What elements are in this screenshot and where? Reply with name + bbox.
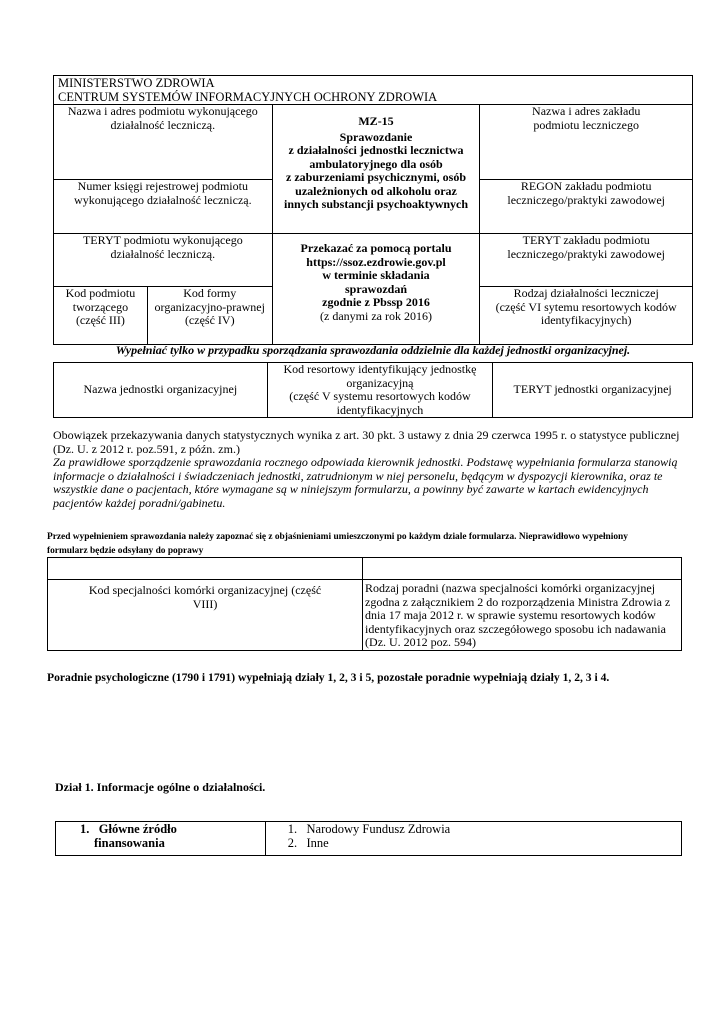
option-other-label: Inne bbox=[306, 836, 329, 850]
form-title-4: z zaburzeniami psychicznymi, osób bbox=[286, 170, 467, 184]
option-other[interactable] bbox=[288, 836, 679, 850]
specialty-type-2: zgodna z załącznikiem 2 do rozporządzenia Ministra Zdrowia z bbox=[365, 594, 671, 609]
header-table bbox=[53, 75, 693, 345]
specialty-code-cell bbox=[48, 580, 363, 651]
fill-note: Wypełniać tylko w przypadku sporządzania sprawozdania oddzielnie dla każdej jednostki organizacyjnej. bbox=[115, 343, 631, 357]
specialty-code-label-1: Kod specjalności komórki organizacyjnej (część bbox=[88, 583, 322, 597]
regon-cell bbox=[480, 180, 693, 234]
form-title-1: Sprawozdanie bbox=[339, 129, 413, 144]
section1-table bbox=[55, 821, 682, 856]
specialty-type-3: dnia 17 maja 2012 r. w sprawie systemu resortowych kodów bbox=[365, 608, 656, 622]
option-nfz[interactable] bbox=[288, 822, 679, 836]
financing-label-cell bbox=[56, 822, 266, 856]
financing-label-1 bbox=[80, 822, 263, 836]
form-code: MZ-15 bbox=[358, 114, 394, 128]
obligation-text bbox=[53, 429, 693, 510]
entity-name-label: Nazwa i adres podmiotu wykonującego bbox=[67, 104, 258, 118]
financing-options-cell bbox=[265, 822, 681, 856]
form-title-5: uzależnionych od alkoholu oraz bbox=[295, 183, 457, 198]
registry-cell bbox=[54, 180, 273, 234]
submit-line-5: zgodnie z Pbssp 2016 bbox=[322, 295, 430, 309]
form-title-cell bbox=[272, 105, 480, 234]
org-unit-code-cell bbox=[267, 363, 493, 418]
teryt-entity-label-2: działalność leczniczą. bbox=[110, 246, 216, 261]
teryt-facility-label: TERYT zakładu podmiotu bbox=[522, 233, 650, 247]
specialty-code-label-2: VIII) bbox=[192, 596, 218, 611]
option-other-num: 2. bbox=[287, 836, 298, 850]
registry-label-2: wykonującego działalność leczniczą. bbox=[74, 192, 252, 207]
obligation-italic-2: informacje o działalności i świadczeniach jednostki, zatrudnionym w niej personelu, będącym w dyspozycji kierownika, oraz te bbox=[53, 468, 663, 483]
facility-name-label-2: podmiotu leczniczego bbox=[533, 117, 640, 132]
facility-name-label: Nazwa i adres zakładu bbox=[532, 104, 641, 118]
financing-label-2: finansowania bbox=[94, 836, 165, 850]
entity-name-cell bbox=[54, 105, 273, 180]
specialty-type-cell bbox=[363, 580, 682, 651]
org-unit-name-cell: Nazwa jednostki organizacyjnej bbox=[54, 363, 268, 418]
founder-label-1: Kod podmiotu bbox=[65, 286, 136, 300]
facility-name-cell bbox=[480, 105, 693, 180]
regon-label: REGON zakładu podmiotu bbox=[520, 179, 652, 193]
clinics-note: Poradnie psychologiczne (1790 i 1791) wypełniają działy 1, 2, 3 i 5, pozostałe poradnie wypełniają działy 1, 2, 3 i 4. bbox=[47, 671, 610, 684]
form-title-6: innych substancji psychoaktywnych bbox=[283, 197, 469, 211]
org-unit-teryt-cell: TERYT jednostki organizacyjnej bbox=[493, 363, 693, 418]
teryt-facility-label-2: leczniczego/praktyki zawodowej bbox=[507, 246, 665, 261]
org-form-label-2: organizacyjno-prawnej bbox=[154, 299, 265, 314]
teryt-facility-cell bbox=[480, 234, 693, 287]
org-unit-code-1: Kod resortowy identyfikujący jednostkę bbox=[283, 362, 477, 376]
obligation-line-1: Obowiązek przekazywania danych statystycznych wynika z art. 30 pkt. 3 ustawy z dnia 29 czerwca 1995 r. o statystyce publicznej bbox=[53, 428, 680, 442]
regon-label-2: leczniczego/praktyki zawodowej bbox=[507, 192, 665, 207]
form-title-2: z działalności jednostki lecznictwa bbox=[288, 143, 464, 157]
entity-name-label-2: działalność leczniczą. bbox=[110, 117, 216, 132]
founder-cell bbox=[54, 287, 148, 345]
obligation-italic-1: Za prawidłowe sporządzenie sprawozdania rocznego odpowiada kierownik jednostki. Podstawę wypełniania formularza stanowią bbox=[53, 455, 678, 469]
org-form-cell bbox=[147, 287, 272, 345]
org-unit-code-4: identyfikacyjnych bbox=[336, 402, 424, 417]
registry-label: Numer księgi rejestrowej podmiotu bbox=[77, 179, 248, 193]
obligation-italic-4: pacjentów każdej poradni/gabinetu. bbox=[53, 495, 226, 510]
submit-cell bbox=[272, 234, 480, 345]
teryt-entity-cell bbox=[54, 234, 273, 287]
founder-label-2: tworzącego bbox=[72, 299, 129, 314]
founder-label-3: (część III) bbox=[75, 313, 125, 327]
activity-cell bbox=[480, 287, 693, 345]
activity-label-2: (część VI sytemu resortowych kodów bbox=[495, 299, 677, 314]
submit-line-3: w terminie składania bbox=[322, 268, 430, 282]
org-form-label-3: (część IV) bbox=[184, 313, 235, 327]
activity-label-1: Rodzaj działalności leczniczej bbox=[513, 286, 659, 300]
financing-label-text: Główne źródło bbox=[98, 822, 177, 836]
submit-line-1: Przekazać za pomocą portalu bbox=[300, 241, 452, 255]
obligation-line-2: (Dz. U. z 2012 r. poz.591, z późn. zm.) bbox=[53, 441, 240, 456]
specialty-type-4: identyfikacyjnych oraz szczegółowego sposobu ich nadawania bbox=[365, 621, 666, 636]
option-nfz-label: Narodowy Fundusz Zdrowia bbox=[306, 822, 451, 836]
ministry-header bbox=[54, 76, 693, 105]
specialty-type-1: Rodzaj poradni (nazwa specjalności komórki organizacyjnej bbox=[365, 581, 656, 595]
submit-note: (z danymi za rok 2016) bbox=[320, 308, 432, 323]
teryt-entity-label: TERYT podmiotu wykonującego bbox=[82, 233, 243, 247]
warning-text bbox=[47, 530, 687, 558]
org-unit-code-2: organizacyjną bbox=[346, 375, 414, 390]
option-nfz-num: 1. bbox=[287, 822, 298, 836]
specialty-code-value[interactable] bbox=[48, 558, 363, 580]
obligation-italic-3: wszystkie dane o pacjentach, które wymagane są w niniejszym formularzu, a powinny być zawarte w kartach ewidencyjnych bbox=[53, 482, 649, 496]
section1-title: Dział 1. Informacje ogólne o działalności. bbox=[55, 780, 266, 794]
activity-label-3: identyfikacyjnych) bbox=[540, 313, 632, 327]
org-form-label-1: Kod formy bbox=[183, 286, 237, 300]
center-name: CENTRUM SYSTEMÓW INFORMACYJNYCH OCHRONY ZDROWIA bbox=[58, 90, 438, 104]
specialty-type-value[interactable] bbox=[363, 558, 682, 580]
form-title-3: ambulatoryjnego dla osób bbox=[309, 156, 443, 171]
warning-line-2: formularz będzie odsyłany do poprawy bbox=[47, 546, 204, 556]
org-unit-code-3: (część V systemu resortowych kodów bbox=[289, 389, 471, 403]
item-number: 1. bbox=[80, 822, 90, 836]
specialty-type-5: (Dz. U. 2012 poz. 594) bbox=[365, 635, 477, 649]
submit-line-2: https://ssoz.ezdrowie.gov.pl bbox=[306, 254, 446, 269]
warning-line-1: Przed wypełnieniem sprawozdania należy zapoznać się z objaśnieniami umieszczonymi po każdym dziale formularza. Nieprawidłowo wypełniony bbox=[47, 532, 628, 542]
specialty-table bbox=[47, 557, 682, 651]
ministry-name: MINISTERSTWO ZDROWIA bbox=[58, 76, 215, 90]
submit-line-4: sprawozdań bbox=[345, 281, 408, 296]
org-unit-table bbox=[53, 362, 693, 418]
